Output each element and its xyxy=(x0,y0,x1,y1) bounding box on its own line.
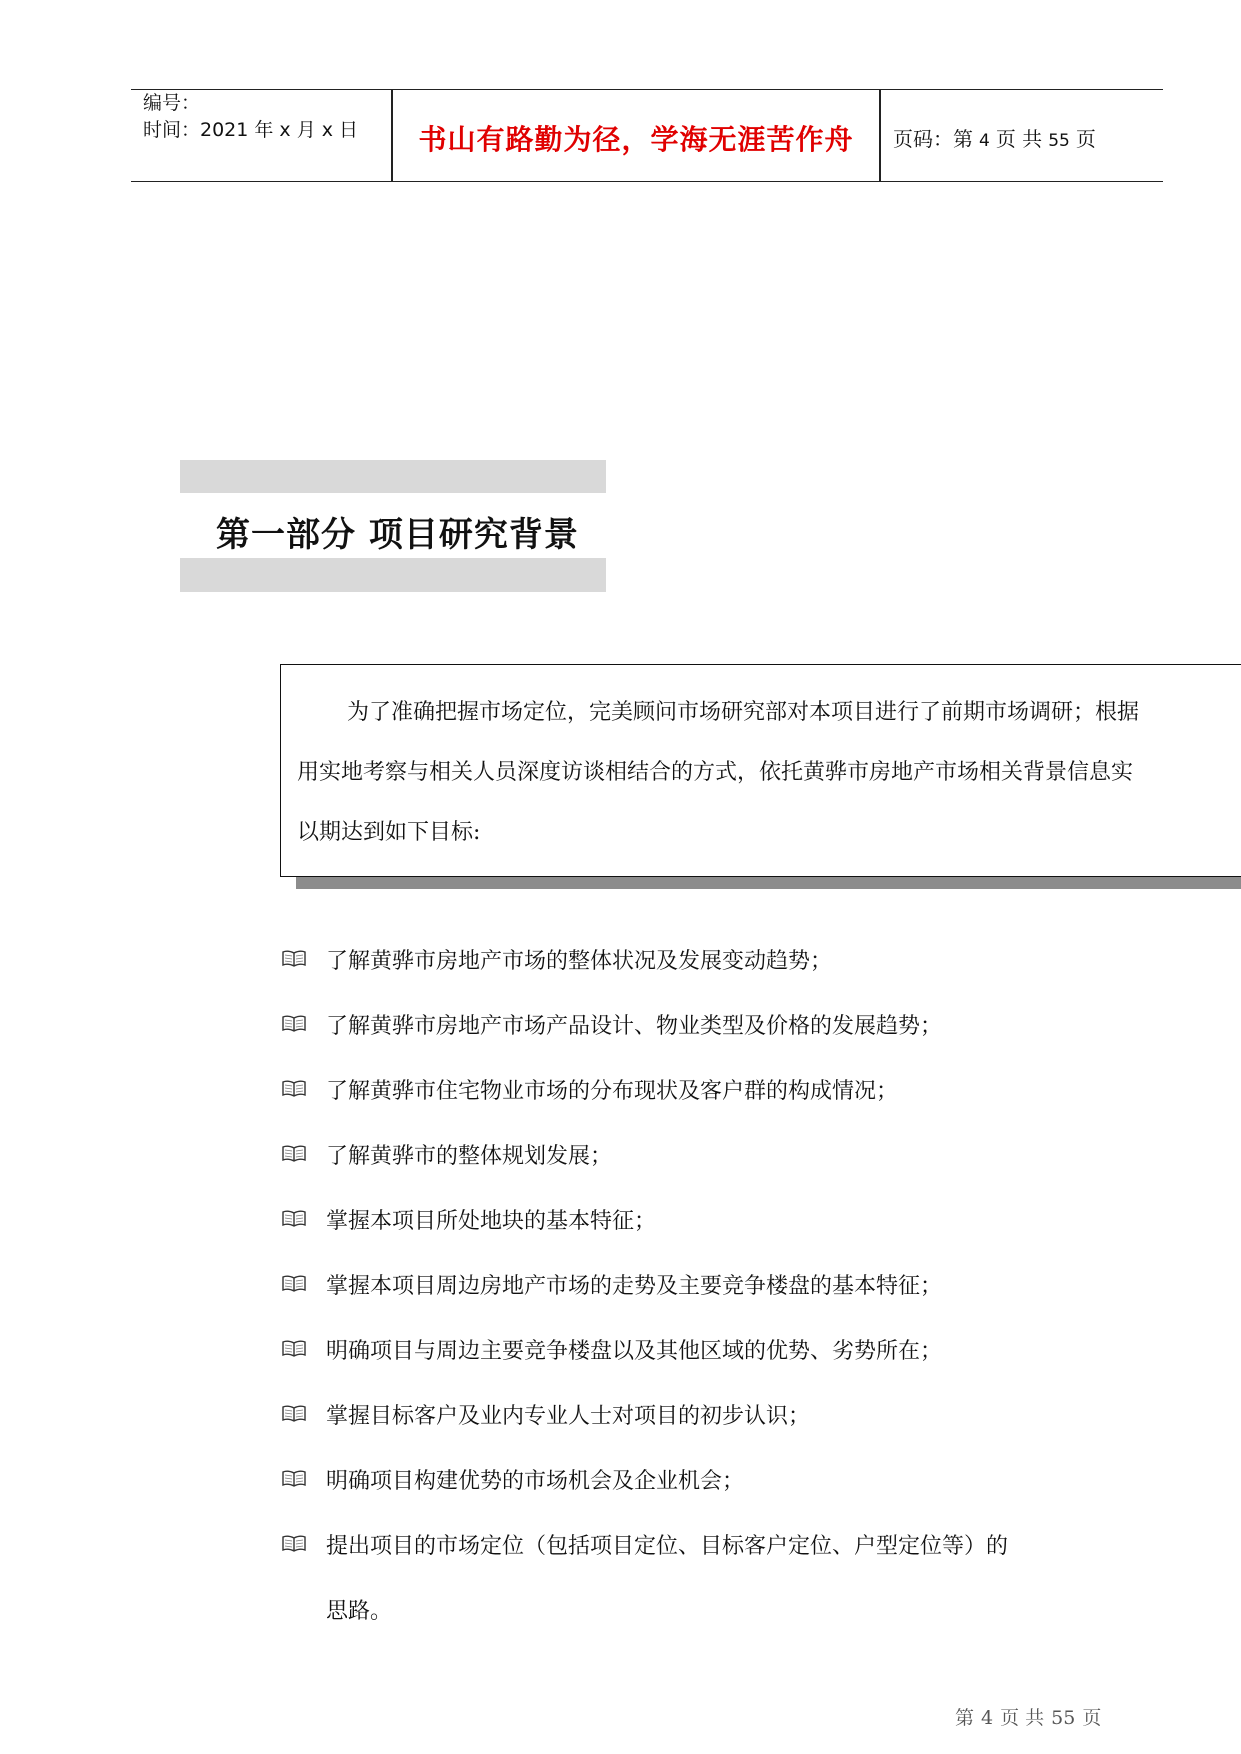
open-book-icon xyxy=(282,1405,306,1422)
list-item-text: 掌握本项目周边房地产市场的走势及主要竞争楼盘的基本特征； xyxy=(326,1274,943,1299)
intro-box-shadow xyxy=(296,877,1241,889)
list-item-text: 了解黄骅市房地产市场产品设计、物业类型及价格的发展趋势； xyxy=(326,1014,943,1039)
list-item-text: 了解黄骅市的整体规划发展； xyxy=(326,1144,613,1169)
intro-box xyxy=(280,664,1241,877)
open-book-icon xyxy=(282,1210,306,1227)
header-time-label: 时间：2021 年 x 月 x 日 xyxy=(143,119,359,141)
footer-suffix: 页 xyxy=(1082,1707,1102,1729)
open-book-icon xyxy=(282,950,306,967)
heading-band-top xyxy=(180,460,606,493)
heading-band-bottom xyxy=(180,558,606,592)
header-page-total: 55 xyxy=(1048,131,1070,151)
header-page-prefix: 页码：第 xyxy=(893,127,973,151)
header-divider xyxy=(879,90,881,181)
list-item-text: 掌握本项目所处地块的基本特征； xyxy=(326,1209,657,1234)
header-page-number: 4 xyxy=(979,131,990,151)
open-book-icon xyxy=(282,1015,306,1032)
intro-line-3: 以期达到如下目标: xyxy=(297,820,481,845)
section-title: 第一部分 项目研究背景 xyxy=(216,515,579,555)
footer-page-total: 55 xyxy=(1051,1707,1076,1729)
header-meta xyxy=(143,90,358,144)
list-item-text: 了解黄骅市住宅物业市场的分布现状及客户群的构成情况； xyxy=(326,1079,899,1104)
open-book-icon xyxy=(282,1470,306,1487)
open-book-icon xyxy=(282,1535,306,1552)
open-book-icon xyxy=(282,1080,306,1097)
list-item-text: 明确项目与周边主要竞争楼盘以及其他区域的优势、劣势所在； xyxy=(326,1339,943,1364)
list-item-text: 明确项目构建优势的市场机会及企业机会； xyxy=(326,1469,745,1494)
header-code-label: 编号： xyxy=(143,92,201,114)
list-item-text: 提出项目的市场定位（包括项目定位、目标客户定位、户型定位等）的 xyxy=(326,1534,1009,1559)
open-book-icon xyxy=(282,1340,306,1357)
header-page-info xyxy=(893,123,1096,152)
header-motto: 书山有路勤为径，学海无涯苦作舟 xyxy=(418,123,854,156)
open-book-icon xyxy=(282,1145,306,1162)
header-page-mid: 页 共 xyxy=(995,127,1043,151)
page-footer xyxy=(955,1703,1101,1730)
footer-mid: 页 共 xyxy=(1000,1707,1045,1729)
page-header xyxy=(131,89,1163,182)
list-item-text: 思路。 xyxy=(326,1599,393,1624)
footer-page-number: 4 xyxy=(981,1707,994,1729)
header-page-suffix: 页 xyxy=(1075,127,1096,151)
list-item-text: 掌握目标客户及业内专业人士对项目的初步认识； xyxy=(326,1404,811,1429)
open-book-icon xyxy=(282,1275,306,1292)
intro-line-1: 为了准确把握市场定位，完美顾问市场研究部对本项目进行了前期市场调研；根据 xyxy=(347,700,1140,725)
footer-prefix: 第 xyxy=(955,1707,975,1729)
intro-line-2: 用实地考察与相关人员深度访谈相结合的方式，依托黄骅市房地产市场相关背景信息实 xyxy=(297,760,1134,785)
list-item-text: 了解黄骅市房地产市场的整体状况及发展变动趋势； xyxy=(326,949,833,974)
